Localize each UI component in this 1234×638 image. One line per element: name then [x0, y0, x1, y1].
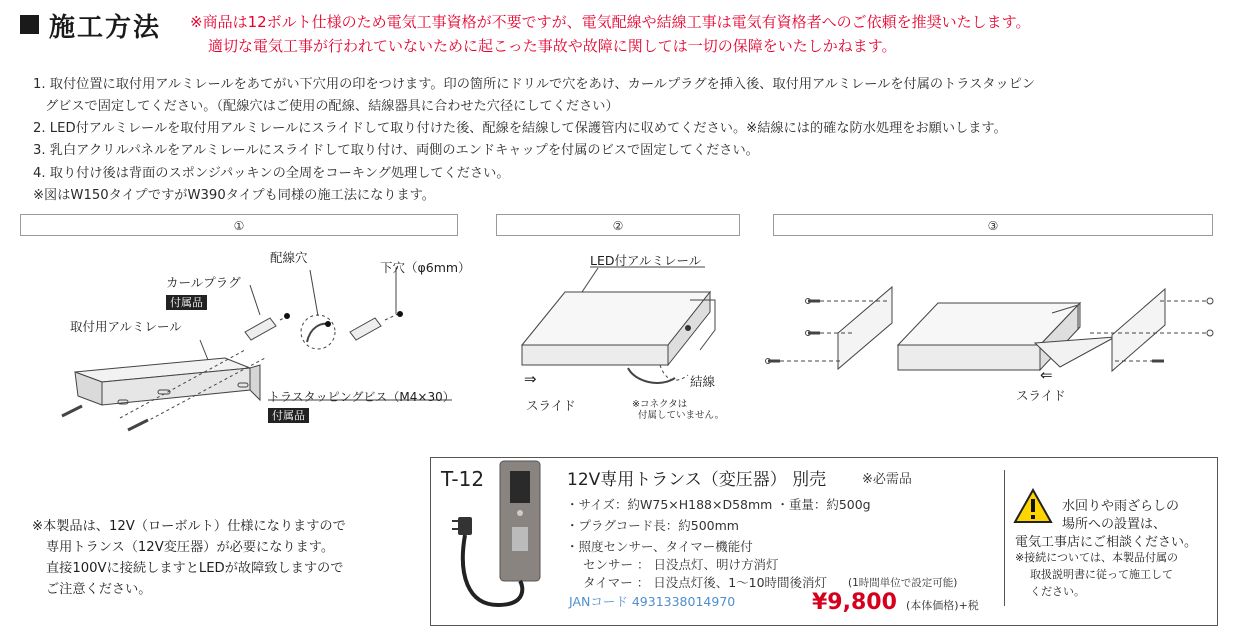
screw-head-4 — [1207, 298, 1213, 304]
accessory-badge-1: 付属品 — [166, 295, 207, 310]
transformer-name: 12V専用トランス（変圧器） 別売 — [567, 470, 827, 490]
label-slide-3: スライド — [1016, 388, 1066, 403]
label-pilot-hole: 下穴（φ6mm） — [380, 260, 471, 275]
rail-screw — [685, 325, 691, 331]
transformer-code: T-12 — [441, 467, 485, 491]
caution-line-4: ※接続については、本製品付属の — [1015, 551, 1178, 564]
slide-arrow-right: ⇒ — [524, 370, 537, 388]
section-title: 施工方法 — [49, 13, 162, 43]
warning-line-1: ※商品は12ボルト仕様のため電気工事資格が不要ですが、電気配線や結線工事は電気有資格者へのご依頼を推奨いたします。 — [190, 13, 1031, 31]
pilot-dot-3 — [325, 321, 331, 327]
spec-timer-detail: タイマー ： 日没点灯後、1〜10時間後消灯 — [583, 575, 828, 590]
label-screw: トラスタッピングビス（M4×30） — [268, 390, 455, 404]
screw-head-5 — [1207, 330, 1213, 336]
caution-line-6: ください。 — [1030, 585, 1085, 598]
diagram-3 — [760, 275, 1220, 385]
panel-3-header: ③ — [773, 214, 1213, 236]
step-1: 1. 取付位置に取付用アルミレールをあてがい下穴用の印をつけます。印の箇所にドリルで穴をあけ、カールプラグを挿入後、取付用アルミレールを付属のトラスタッピン — [33, 77, 1036, 92]
price-note: (本体価格)+税 — [906, 599, 979, 612]
step-2: 2. LED付アルミレールを取付用アルミレールにスライドして取り付けた後、配線を結線して保護管内に収めてください。※結線には的確な防水処理をお願いします。 — [33, 121, 1007, 136]
label-led-rail: LED付アルミレール — [590, 253, 702, 268]
spec-cord: ・プラグコード長：約500mm — [566, 518, 739, 533]
panel-1-header: ① — [20, 214, 458, 236]
pilot-dot-2 — [397, 311, 403, 317]
step-4: 4. 取り付け後は背面のスポンジパッキンの全周をコーキング処理してください。 — [33, 166, 510, 181]
caution-line-5: 取扱説明書に従って施工して — [1030, 568, 1173, 581]
price: ¥9,800 — [812, 590, 897, 615]
notice-line-4: ご注意ください。 — [46, 582, 152, 597]
pilot-dot-1 — [284, 313, 290, 319]
step-1-cont: グビスで固定してください。（配線穴はご使用の配線、結線器具に合わせた穴径にしてください） — [45, 99, 619, 114]
caution-line-3: 電気工事店にご相談ください。 — [1015, 535, 1198, 550]
slide-arrow-left: ⇐ — [1040, 366, 1053, 384]
accessory-badge-2: 付属品 — [268, 408, 309, 423]
notice-line-1: ※本製品は、12V（ローボルト）仕様になりますので — [32, 519, 346, 534]
required-label: ※必需品 — [862, 472, 912, 487]
caution-line-1: 水回りや雨ざらしの — [1062, 499, 1180, 514]
caution-line-2: 場所への設置は、 — [1062, 517, 1167, 532]
screw-1 — [62, 406, 82, 416]
end-cap-right — [1112, 289, 1165, 371]
mount-rail-side — [250, 365, 260, 400]
transformer-image — [448, 455, 558, 625]
caution-icon — [1013, 488, 1053, 524]
label-wiring-hole: 配線穴 — [270, 250, 308, 265]
notice-line-3: 直接100Vに接続しますとLEDが故障致しますので — [46, 561, 344, 576]
label-connection: 結線 — [690, 374, 716, 389]
curl-plug-2 — [350, 318, 381, 340]
curl-plug-1 — [245, 318, 276, 340]
label-mount-rail: 取付用アルミレール — [70, 319, 182, 334]
step-note: ※図はW150タイプですがW390タイプも同様の施工法になります。 — [33, 188, 435, 203]
step-3: 3. 乳白アクリルパネルをアルミレールにスライドして取り付け、両側のエンドキャップを付属のビスで固定してください。 — [33, 143, 759, 158]
spec-sensor-detail: センサー ： 日没点灯、明け方消灯 — [583, 557, 779, 572]
notice-line-2: 専用トランス（12V変圧器）が必要になります。 — [46, 540, 335, 555]
warning-line-2: 適切な電気工事が行われていないために起こった事故や故障に関しては一切の保障をいたしかねます。 — [208, 37, 897, 55]
connector-note-2: 付属していません。 — [638, 410, 725, 421]
jan-code: JANコード 4931338014970 — [569, 594, 736, 609]
spec-timer-note: (1時間単位で設定可能) — [848, 577, 958, 589]
label-slide-2: スライド — [526, 398, 576, 413]
title-square-icon — [20, 15, 39, 34]
spec-sensor: ・照度センサー、タイマー機能付 — [566, 539, 753, 554]
led-rail-front — [522, 345, 668, 365]
screw-2 — [128, 420, 148, 430]
spec-size: ・サイズ：約W75×H188×D58mm ・重量：約500g — [566, 497, 871, 512]
vertical-divider — [1004, 470, 1005, 606]
label-curl-plug: カールプラグ — [166, 275, 241, 290]
end-cap-left — [838, 287, 892, 369]
panel-body-front — [898, 345, 1040, 370]
wiring-hole-circle — [301, 315, 335, 349]
panel-2-header: ② — [496, 214, 740, 236]
connector-note-1: ※コネクタは — [632, 399, 688, 410]
